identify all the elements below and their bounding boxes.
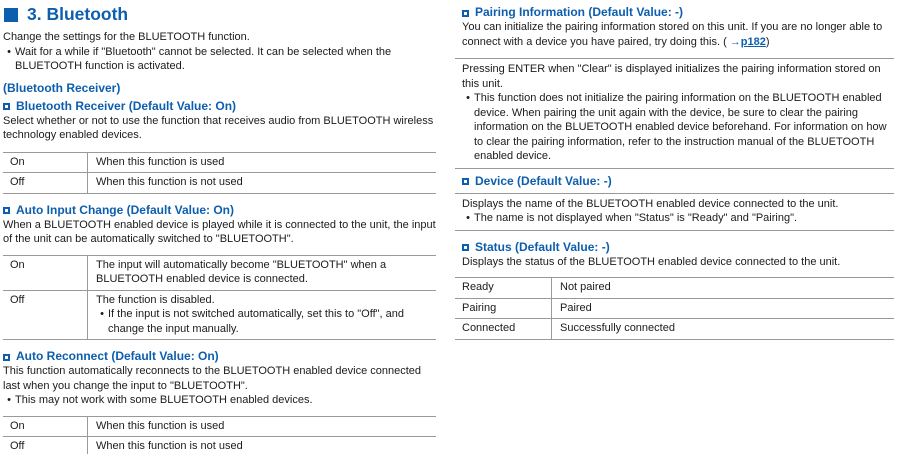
table-cell-value: Paired [560, 301, 592, 314]
section-description [462, 20, 894, 49]
section-bullet-text: This may not work with some BLUETOOTH enabled devices. [15, 394, 313, 406]
note-bullet [462, 211, 888, 226]
bullet-dot-icon: • [7, 394, 11, 406]
group-label: (Bluetooth Receiver) [3, 80, 121, 95]
section-square-icon [3, 354, 10, 361]
table-cell-key: Off [3, 437, 88, 454]
note-bullet [462, 91, 888, 164]
table-cell-value: When this function is used [96, 155, 225, 168]
table-cell-value: When this function is used [96, 419, 225, 432]
section-heading-device [462, 174, 894, 189]
cell-bullet-text: If the input is not switched automatically, set this to "Off", and change the input manually. [108, 308, 404, 335]
table-cell-key: On [3, 153, 88, 173]
section-heading-text: Auto Reconnect (Default Value: On) [16, 349, 219, 363]
table-cell-key: Ready [455, 278, 552, 298]
table-cell-key: Off [3, 173, 88, 193]
table-cell-key: On [3, 417, 88, 437]
section-square-icon [462, 178, 469, 185]
section-heading-text: Device (Default Value: -) [475, 173, 612, 188]
table-row [3, 417, 436, 437]
table-cell-key: Connected [455, 319, 552, 339]
cell-bullet [96, 307, 430, 336]
table-cell-value: The input will automatically become "BLUETOOTH" when a BLUETOOTH enabled device is connected. [96, 258, 387, 285]
note-bullet-text: The name is not displayed when "Status" is "Ready" and "Pairing". [474, 212, 798, 224]
section-heading-text: Auto Input Change (Default Value: On) [16, 202, 234, 217]
table-cell-value [88, 291, 436, 340]
table-row [455, 318, 894, 339]
section-heading-text: Status (Default Value: -) [475, 239, 610, 254]
bullet-dot-icon: • [100, 308, 104, 320]
section-heading-bluetooth-receiver [3, 99, 436, 114]
intro-bullet [3, 45, 436, 74]
section-heading-auto-reconnect [3, 349, 436, 364]
status-table [455, 277, 894, 340]
right-column [462, 0, 894, 340]
section-square-icon [3, 103, 10, 110]
page-title-text: 3. Bluetooth [27, 4, 129, 24]
page-reference-link[interactable] [730, 36, 766, 48]
table-row [3, 153, 436, 173]
section-square-icon [462, 244, 469, 251]
table-row [3, 436, 436, 454]
bullet-dot-icon: • [466, 92, 470, 104]
bullet-dot-icon: • [466, 212, 470, 224]
table-row [3, 290, 436, 340]
arrow-icon: → [729, 35, 741, 48]
page-reference-number[interactable]: p182 [740, 35, 766, 48]
section-heading-pairing-information [462, 5, 894, 20]
table-row [3, 256, 436, 290]
intro-bullet-text: Wait for a while if "Bluetooth" cannot be selected. It can be selected when the BLUETOOTH function is activated. [15, 45, 392, 72]
section-heading-status [462, 240, 894, 255]
table-cell-key: Off [3, 291, 88, 340]
pairing-desc-close: ) [765, 35, 770, 48]
table-row [455, 278, 894, 298]
left-column [3, 0, 436, 454]
section-description: Select whether or not to use the function that receives audio from BLUETOOTH wireless technology enabled devices. [3, 114, 434, 141]
page-title [4, 4, 436, 25]
table-cell-key: On [3, 256, 88, 290]
section-heading-text: Bluetooth Receiver (Default Value: On) [16, 98, 237, 113]
note-text: Pressing ENTER when "Clear" is displayed initializes the pairing information stored on this unit. [462, 63, 881, 90]
intro-paragraph: Change the settings for the BLUETOOTH function. [3, 31, 250, 43]
section-description: When a BLUETOOTH enabled device is played while it is connected to the unit, the input of the unit can be automatically switched to "BLUETOOTH". [3, 218, 436, 245]
table-row [455, 298, 894, 319]
auto-input-table [3, 255, 436, 341]
table-cell-key: Pairing [455, 299, 552, 319]
table-cell-value: Successfully connected [560, 322, 675, 334]
device-note-box [455, 193, 894, 231]
section-heading-text: Pairing Information (Default Value: -) [475, 5, 684, 19]
table-row [3, 172, 436, 193]
table-cell-value: When this function is not used [96, 440, 243, 452]
pairing-desc-text: You can initialize the pairing information stored on this unit. If you are no longer able to connect with a device you have paired, try doing this. ( [462, 21, 883, 48]
receiver-table [3, 152, 436, 194]
note-text: Displays the name of the BLUETOOTH enabled device connected to the unit. [462, 197, 839, 210]
section-description: Displays the status of the BLUETOOTH enabled device connected to the unit. [462, 255, 841, 268]
section-heading-auto-input-change [3, 203, 436, 218]
cell-value-line: The function is disabled. [96, 293, 215, 306]
table-cell-value: Not paired [560, 281, 611, 293]
auto-reconnect-table [3, 416, 436, 454]
section-bullet [3, 393, 436, 408]
pairing-note-box [455, 58, 894, 169]
section-description: This function automatically reconnects to the BLUETOOTH enabled device connected last when you change the input to "BLUETOOTH". [3, 365, 422, 392]
filled-square-icon [4, 8, 18, 22]
table-cell-value: When this function is not used [96, 176, 243, 188]
note-bullet-text: This function does not initialize the pairing information on the BLUETOOTH enabled device. When pairing the unit again with the device, be sure to clear the pairing information on the BLUETOOTH enabled device beforehand. For information on how to clear the pairing information, refer to the instruction manual of the BLUETOOTH enabled device. [474, 92, 887, 162]
bullet-dot-icon: • [7, 45, 11, 58]
section-square-icon [462, 10, 469, 17]
section-square-icon [3, 207, 10, 214]
